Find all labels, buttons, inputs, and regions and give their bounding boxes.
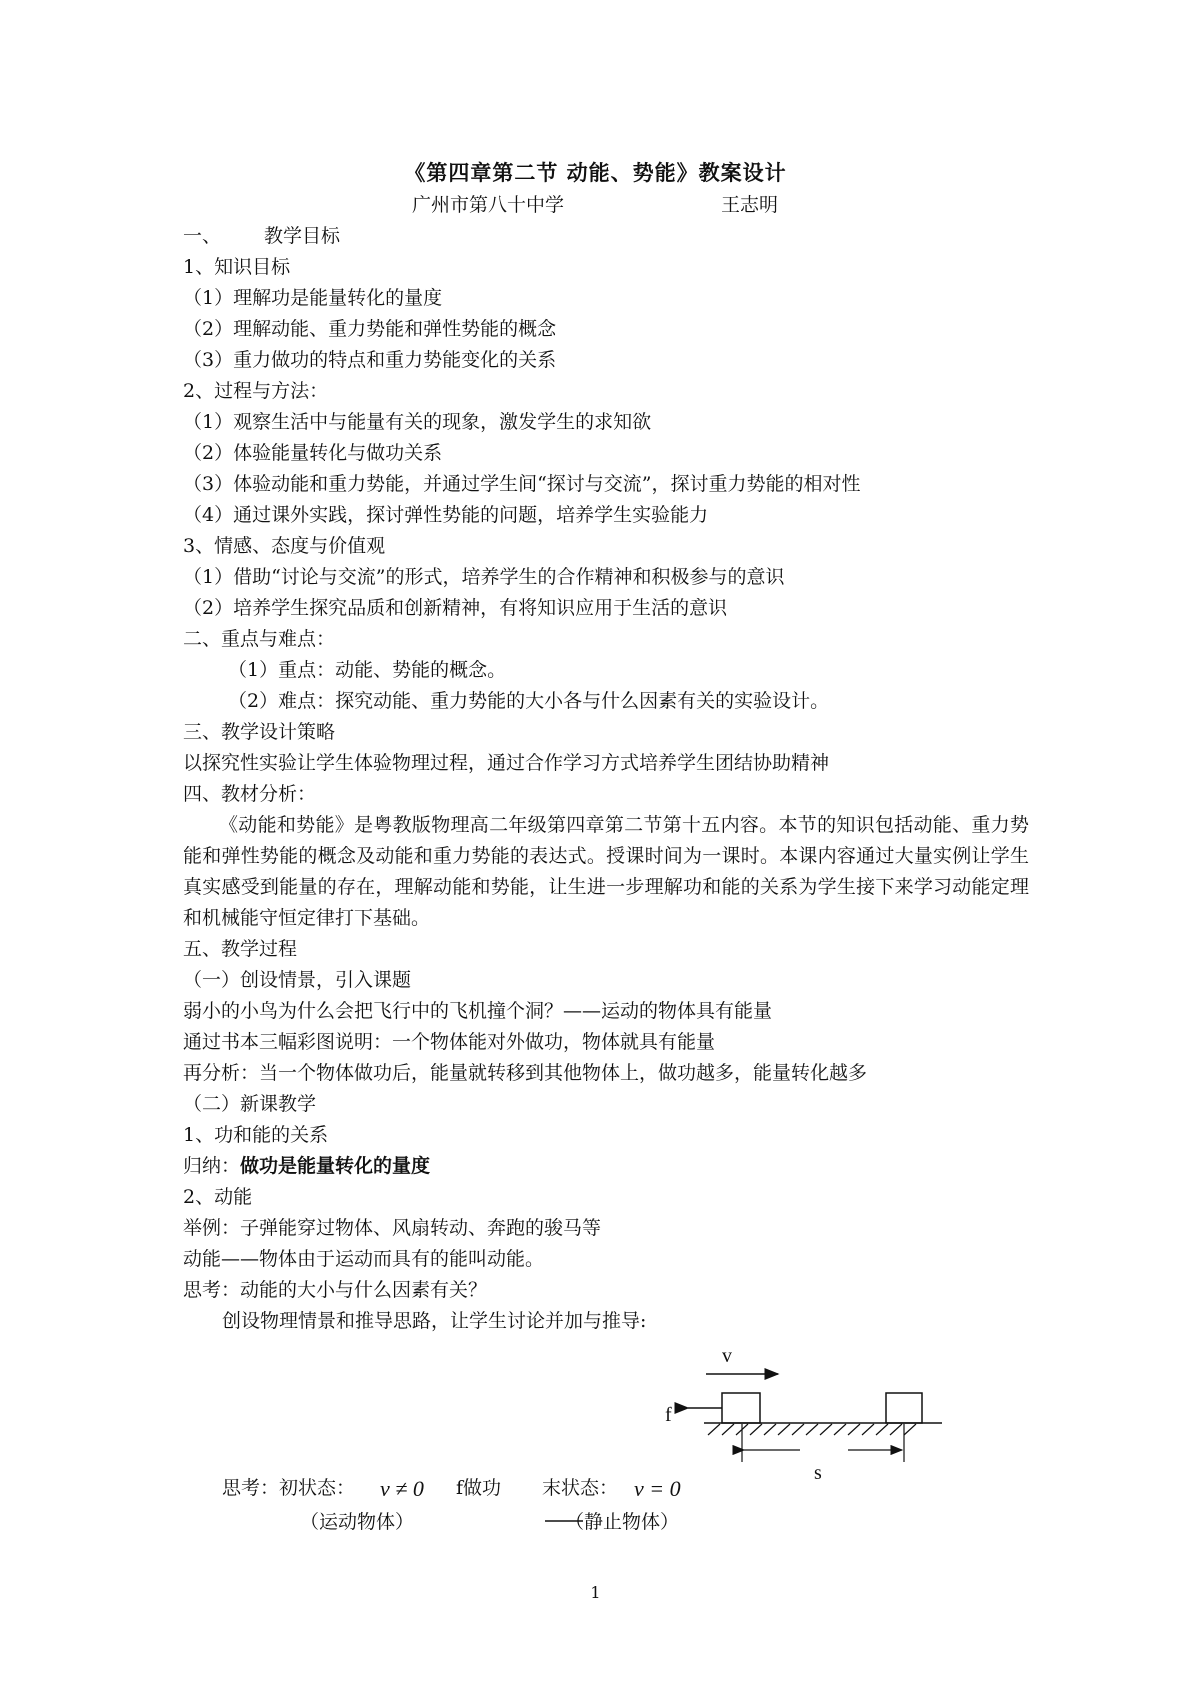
- list-item: （1）重点：动能、势能的概念。: [228, 659, 507, 681]
- body-text: 以探究性实验让学生体验物理过程，通过合作学习方式培养学生团结协助精神: [183, 752, 830, 774]
- friction-work: f做功: [456, 1477, 502, 1499]
- initial-velocity-eq: v ≠ 0: [380, 1476, 424, 1501]
- list-item: （1）观察生活中与能量有关的现象，激发学生的求知欲: [183, 411, 652, 433]
- body-text: 举例：子弹能穿过物体、风扇转动、奔跑的骏马等: [183, 1217, 602, 1239]
- page-number: 1: [590, 1583, 601, 1602]
- list-item: （2）难点：探究动能、重力势能的大小各与什么因素有关的实验设计。: [228, 690, 830, 712]
- section-heading: 四、教材分析：: [183, 783, 317, 805]
- final-desc: （静止物体）: [565, 1511, 680, 1533]
- sub-heading: （二）新课教学: [183, 1093, 317, 1115]
- list-item: （3）重力做功的特点和重力势能变化的关系: [183, 349, 557, 371]
- sub-heading: 2、动能: [183, 1186, 253, 1208]
- distance-label: s: [814, 1462, 822, 1484]
- list-item: （2）体验能量转化与做功关系: [183, 442, 443, 464]
- body-text: 通过书本三幅彩图说明：一个物体能对外做功，物体就具有能量: [183, 1031, 716, 1053]
- final-velocity-eq: v = 0: [634, 1476, 681, 1501]
- list-item: （2）培养学生探究品质和创新精神，有将知识应用于生活的意识: [183, 597, 728, 619]
- list-item: （4）通过课外实践，探讨弹性势能的问题，培养学生实验能力: [183, 504, 709, 526]
- list-item: （2）理解动能、重力势能和弹性势能的概念: [183, 318, 557, 340]
- body-text: 思考：动能的大小与什么因素有关？: [183, 1279, 488, 1301]
- sub-heading: 1、功和能的关系: [183, 1124, 329, 1146]
- section-heading: 二、重点与难点：: [183, 628, 336, 650]
- section-heading-num: 一、: [183, 225, 222, 247]
- sub-heading: 1、知识目标: [183, 256, 291, 278]
- summary-bold-text: 做功是能量转化的量度: [240, 1155, 431, 1177]
- school-name: 广州市第八十中学: [412, 194, 565, 216]
- analysis-paragraph: 《动能和势能》是粤教版物理高二年级第四章第二节第十五内容。本节的知识包括动能、重力势能和弹性势能的概念及动能和重力势能的表达式。授课时间为一课时。本课内容通过大量实例让学生真实感受到能量的存在，理解动能和势能，让生进一步理解功和能的关系为学生接下来学习动能定理和机械能守恒定律打下基础。: [183, 814, 1029, 929]
- body-text: 创设物理情景和推导思路，让学生讨论并加与推导:: [222, 1310, 647, 1332]
- sub-heading: 2、过程与方法：: [183, 380, 329, 402]
- final-state-label: 末状态：: [542, 1477, 619, 1499]
- list-item: （3）体验动能和重力势能，并通过学生间“探讨与交流”，探讨重力势能的相对性: [183, 473, 861, 495]
- author-name: 王志明: [721, 194, 779, 216]
- list-item: （1）理解功是能量转化的量度: [183, 287, 443, 309]
- initial-desc: （运动物体）: [300, 1511, 415, 1533]
- velocity-label: v: [722, 1345, 732, 1367]
- friction-label: f: [665, 1404, 672, 1426]
- think-label: 思考：初状态：: [222, 1477, 356, 1499]
- section-heading: 三、教学设计策略: [183, 721, 336, 743]
- summary-label: 归纳：: [183, 1155, 241, 1177]
- section-heading: 五、教学过程: [183, 938, 298, 960]
- page-title: 《第四章第二节 动能、势能》教案设计: [404, 161, 787, 185]
- body-text: 弱小的小鸟为什么会把飞行中的飞机撞个洞？——运动的物体具有能量: [183, 1000, 773, 1022]
- section-heading: 教学目标: [264, 225, 341, 247]
- sub-heading: （一）创设情景，引入课题: [183, 969, 412, 991]
- list-item: （1）借助“讨论与交流”的形式，培养学生的合作精神和积极参与的意识: [183, 566, 785, 588]
- body-text: 再分析：当一个物体做功后，能量就转移到其他物体上，做功越多，能量转化越多: [183, 1062, 868, 1084]
- sub-heading: 3、情感、态度与价值观: [183, 535, 386, 557]
- body-text: 动能——物体由于运动而具有的能叫动能。: [183, 1248, 545, 1270]
